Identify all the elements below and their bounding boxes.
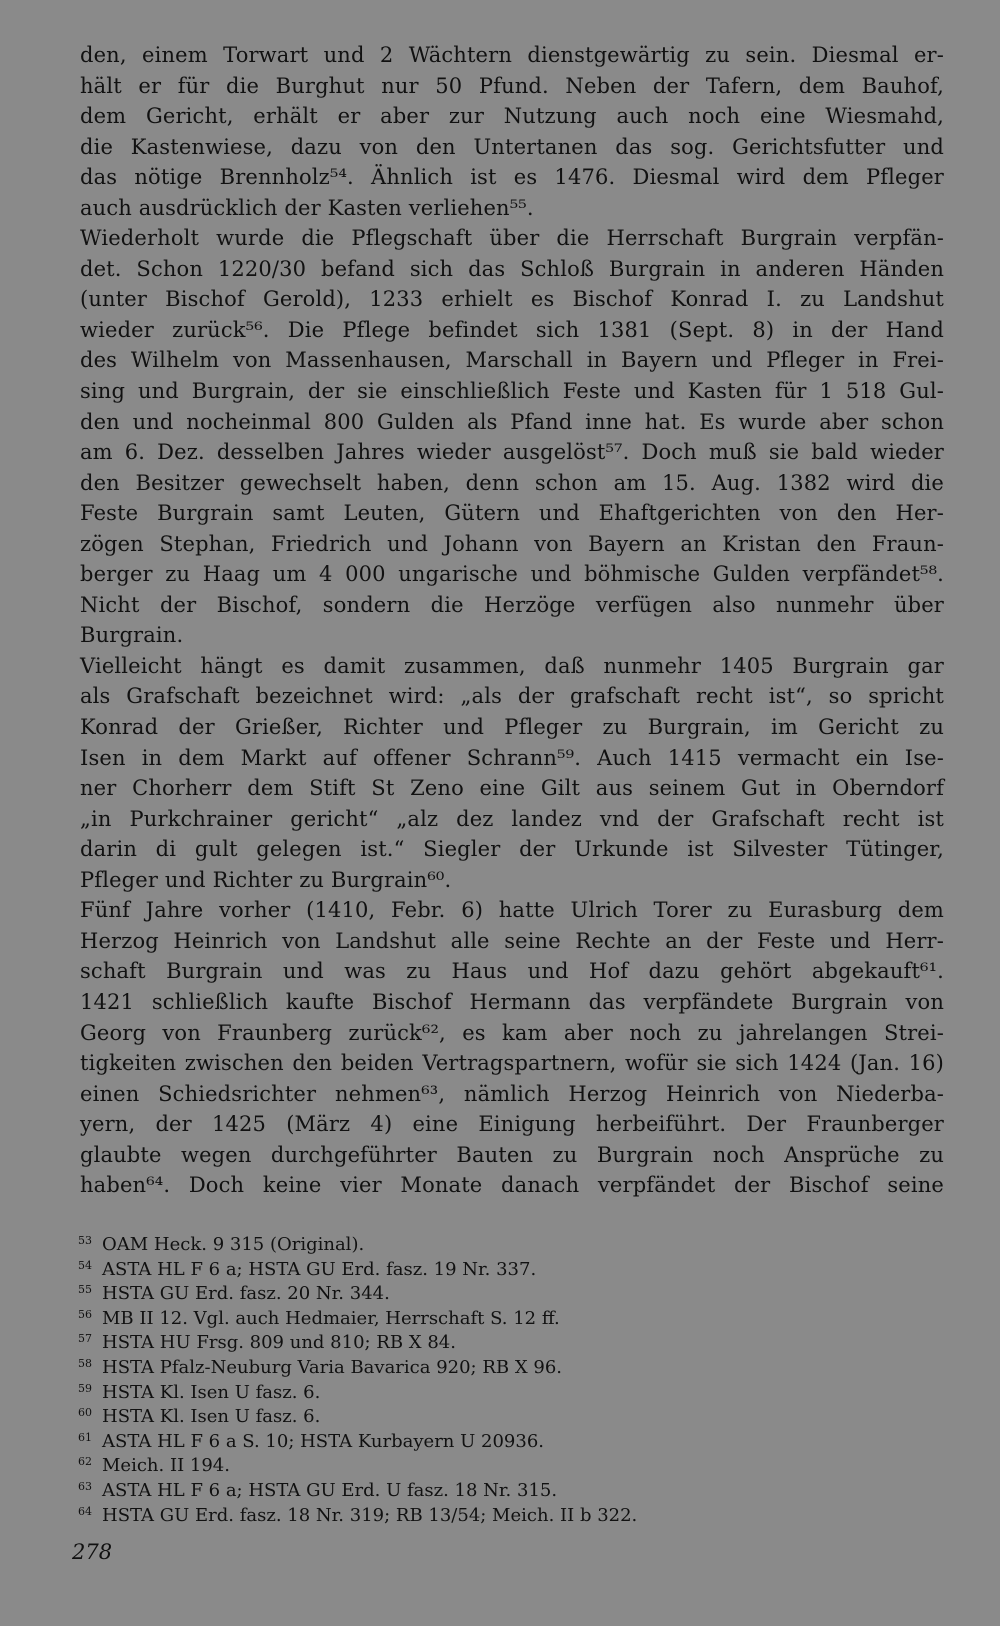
footnote-number: 53 — [78, 1234, 92, 1247]
text-line: tigkeiten zwischen den beiden Vertragspartnern, wofür sie sich 1424 (Jan. 16) — [80, 1051, 944, 1076]
text-line: Herzog Heinrich von Landshut alle seine Rechte an der Feste und Herr- — [80, 928, 944, 953]
footnote-text: MB II 12. Vgl. auch Hedmaier, Herrschaft S. 12 ff. — [102, 1307, 560, 1329]
footnote-number: 60 — [78, 1406, 92, 1420]
text-line: (unter Bischof Gerold), 1233 erhielt es Bischof Konrad I. zu Landshut — [80, 287, 944, 312]
footnote-number: 59 — [78, 1381, 92, 1395]
text-line: sing und Burgrain, der sie einschließlich Feste und Kasten für 1 518 Gul- — [80, 379, 944, 404]
footnote — [78, 1303, 838, 1328]
text-line: den und nocheinmal 800 Gulden als Pfand inne hat. Es wurde aber schon — [80, 409, 944, 434]
footnote-text: ASTA HL F 6 a; HSTA GU Erd. U fasz. 18 Nr. 315. — [102, 1479, 558, 1501]
text-line: Vielleicht hängt es damit zusammen, daß nunmehr 1405 Burgrain gar — [80, 653, 944, 678]
footnote-text: Meich. II 194. — [102, 1455, 230, 1477]
footnote-text: HSTA Kl. Isen U fasz. 6. — [102, 1406, 321, 1428]
footnotes — [78, 1229, 838, 1524]
footnote-text: ASTA HL F 6 a S. 10; HSTA Kurbayern U 20936. — [102, 1430, 544, 1452]
text-line: das nötige Brennholz⁵⁴. Ähnlich ist es 1476. Diesmal wird dem Pfleger — [80, 165, 944, 190]
footnote — [78, 1426, 838, 1451]
footnote — [78, 1475, 838, 1500]
text-line: als Grafschaft bezeichnet wird: „als der grafschaft recht ist“, so spricht — [80, 684, 944, 709]
footnote — [78, 1352, 838, 1377]
footnote-text: HSTA Kl. Isen U fasz. 6. — [102, 1381, 321, 1403]
text-line: Pfleger und Richter zu Burgrain⁶⁰. — [80, 867, 452, 892]
footnote — [78, 1450, 838, 1475]
footnote-number: 54 — [78, 1258, 92, 1272]
text-line: hält er für die Burghut nur 50 Pfund. Neben der Tafern, dem Bauhof, — [80, 73, 944, 98]
text-line: schaft Burgrain und was zu Haus und Hof dazu gehört abgekauft⁶¹. — [80, 959, 944, 984]
text-line: det. Schon 1220/30 befand sich das Schloß Burgrain in anderen Händen — [80, 256, 944, 281]
text-line: haben⁶⁴. Doch keine vier Monate danach verpfändet der Bischof seine — [80, 1173, 944, 1198]
text-line: Isen in dem Markt auf offener Schrann⁵⁹. Auch 1415 vermacht ein Ise- — [80, 745, 944, 770]
page-number: 278 — [72, 1540, 113, 1564]
footnote-number: 64 — [78, 1504, 92, 1518]
text-line: ner Chorherr dem Stift St Zeno eine Gilt aus seinem Gut in Oberndorf — [80, 776, 944, 801]
text-line: die Kastenwiese, dazu von den Untertanen das sog. Gerichtsfutter und — [80, 134, 944, 159]
text-line: glaubte wegen durchgeführter Bauten zu Burgrain noch Ansprüche zu — [80, 1142, 944, 1167]
body-text — [80, 40, 944, 1201]
footnote — [78, 1278, 838, 1303]
footnote-text: HSTA Pfalz-Neuburg Varia Bavarica 920; RB X 96. — [102, 1356, 563, 1378]
footnote — [78, 1327, 838, 1352]
footnote-text: HSTA GU Erd. fasz. 18 Nr. 319; RB 13/54; Meich. II b 322. — [102, 1504, 638, 1526]
footnote — [78, 1377, 838, 1402]
footnote-text: HSTA GU Erd. fasz. 20 Nr. 344. — [102, 1283, 390, 1305]
text-line: des Wilhelm von Massenhausen, Marschall in Bayern und Pfleger in Frei- — [80, 348, 944, 373]
text-line: den, einem Torwart und 2 Wächtern dienstgewärtig zu sein. Diesmal er- — [80, 43, 944, 67]
footnote-number: 58 — [78, 1356, 92, 1370]
text-line: auch ausdrücklich der Kasten verliehen⁵⁵. — [80, 195, 534, 220]
text-line: Konrad der Grießer, Richter und Pfleger zu Burgrain, im Gericht zu — [80, 715, 944, 740]
text-line: Fünf Jahre vorher (1410, Febr. 6) hatte Ulrich Torer zu Eurasburg dem — [80, 898, 944, 923]
text-line: Georg von Fraunberg zurück⁶², es kam aber noch zu jahrelangen Strei- — [80, 1020, 944, 1045]
footnote-text: ASTA HL F 6 a; HSTA GU Erd. fasz. 19 Nr. 337. — [102, 1258, 537, 1280]
text-line: darin di gult gelegen ist.“ Siegler der Urkunde ist Silvester Tütinger, — [80, 837, 944, 862]
footnote — [78, 1229, 838, 1254]
footnote — [78, 1401, 838, 1426]
footnote-number: 56 — [78, 1307, 92, 1321]
text-line: den Besitzer gewechselt haben, denn schon am 15. Aug. 1382 wird die — [80, 470, 944, 495]
footnote-number: 61 — [78, 1430, 92, 1444]
text-line: zögen Stephan, Friedrich und Johann von Bayern an Kristan den Fraun- — [80, 531, 944, 556]
text-line: wieder zurück⁵⁶. Die Pflege befindet sich 1381 (Sept. 8) in der Hand — [80, 317, 944, 342]
text-line: Feste Burgrain samt Leuten, Gütern und Ehaftgerichten von den Her- — [80, 501, 944, 526]
text-line: Nicht der Bischof, sondern die Herzöge verfügen also nunmehr über — [80, 592, 944, 617]
footnote-number: 57 — [78, 1332, 92, 1346]
footnote-number: 55 — [78, 1283, 92, 1297]
text-line: Burgrain. — [80, 623, 184, 648]
text-line: am 6. Dez. desselben Jahres wieder ausgelöst⁵⁷. Doch muß sie bald wieder — [80, 440, 944, 465]
footnote-text: OAM Heck. 9 315 (Original). — [102, 1234, 365, 1255]
text-line: yern, der 1425 (März 4) eine Einigung herbeiführt. Der Fraunberger — [80, 1112, 944, 1137]
footnote-number: 62 — [78, 1455, 92, 1469]
footnote-text: HSTA HU Frsg. 809 und 810; RB X 84. — [102, 1332, 456, 1354]
text-line: dem Gericht, erhält er aber zur Nutzung auch noch eine Wiesmahd, — [80, 104, 944, 129]
footnote-number: 63 — [78, 1479, 92, 1493]
footnote — [78, 1254, 838, 1279]
text-line: 1421 schließlich kaufte Bischof Hermann das verpfändete Burgrain von — [80, 989, 944, 1014]
text-line: „in Purkchrainer gericht“ „alz dez landez vnd der Grafschaft recht ist — [80, 806, 944, 831]
text-line: berger zu Haag um 4 000 ungarische und böhmische Gulden verpfändet⁵⁸. — [80, 562, 944, 587]
text-line: Wiederholt wurde die Pflegschaft über die Herrschaft Burgrain verpfän- — [80, 226, 944, 251]
footnote — [78, 1500, 838, 1525]
text-line: einen Schiedsrichter nehmen⁶³, nämlich Herzog Heinrich von Niederba- — [80, 1081, 944, 1106]
